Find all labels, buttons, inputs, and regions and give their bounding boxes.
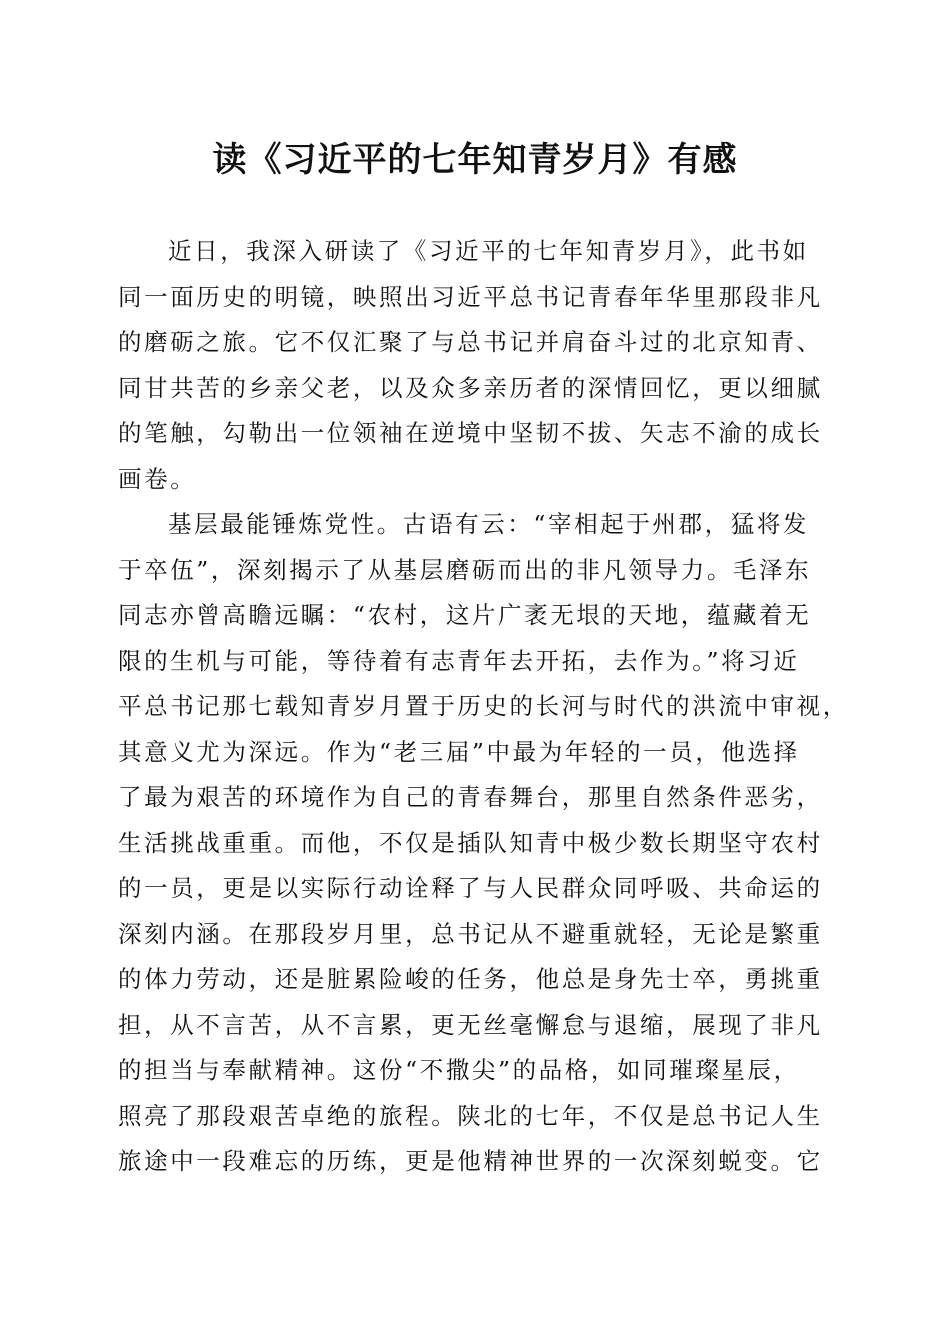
paragraph-2 [118,505,849,1188]
paragraph-line: 近日，我深入研读了《习近平的七年知青岁月》，此书如 [168,237,809,265]
paragraph-line: 了最为艰苦的环境作为自己的青春舞台，那里自然条件恶劣， [118,783,823,811]
paragraph-line: 的担当与奉献精神。这份“不撒尖”的品格，如同璀璨星辰， [118,1056,800,1084]
document-body [118,232,849,1188]
paragraph-line: 照亮了那段艰苦卓绝的旅程。陕北的七年，不仅是总书记人生 [118,1101,823,1130]
paragraph-line: 深刻内涵。在那段岁月里，总书记从不避重就轻，无论是繁重 [118,919,823,948]
document-title: 读《习近平的七年知青岁月》有感 [212,140,738,180]
paragraph-line: 同一面历史的明镜，映照出习近平总书记青春年华里那段非凡 [118,282,823,311]
paragraph-line: 担，从不言苦，从不言累，更无丝毫懈怠与退缩，展现了非凡 [118,1010,823,1039]
paragraph-line: 的一员，更是以实际行动诠释了与人民群众同呼吸、共命运的 [118,874,823,902]
paragraph-line: 同志亦曾高瞻远瞩：“农村，这片广袤无垠的天地，蕴藏着无 [118,601,812,629]
paragraph-line: 的笔触，勾勒出一位领袖在逆境中坚韧不拔、矢志不渝的成长 [118,419,823,447]
paragraph-line: 其意义尤为深远。作为“老三届”中最为年轻的一员，他选择 [118,737,800,766]
paragraph-line: 的体力劳动，还是脏累险峻的任务，他总是身先士卒，勇挑重 [118,965,823,993]
paragraph-1 [118,232,838,505]
paragraph-line: 生活挑战重重。而他，不仅是插队知青中极少数长期坚守农村 [118,828,823,857]
paragraph-line: 的磨砺之旅。它不仅汇聚了与总书记并肩奋斗过的北京知青、 [118,328,823,356]
paragraph-line: 限的生机与可能，等待着有志青年去开拓，去作为。”将习近 [118,646,800,675]
paragraph-line: 旅途中一段难忘的历练，更是他精神世界的一次深刻蜕变。它 [118,1147,823,1175]
paragraph-line: 于卒伍”，深刻揭示了从基层磨砺而出的非凡领导力。毛泽东 [118,555,812,584]
paragraph-line: 平总书记那七载知青岁月置于历史的长河与时代的洪流中审视， [118,692,849,720]
paragraph-line: 基层最能锤炼党性。古语有云：“宰相起于州郡，猛将发 [168,510,810,538]
paragraph-line: 画卷。 [118,464,197,493]
paragraph-line: 同甘共苦的乡亲父老，以及众多亲历者的深情回忆，更以细腻 [118,373,823,402]
